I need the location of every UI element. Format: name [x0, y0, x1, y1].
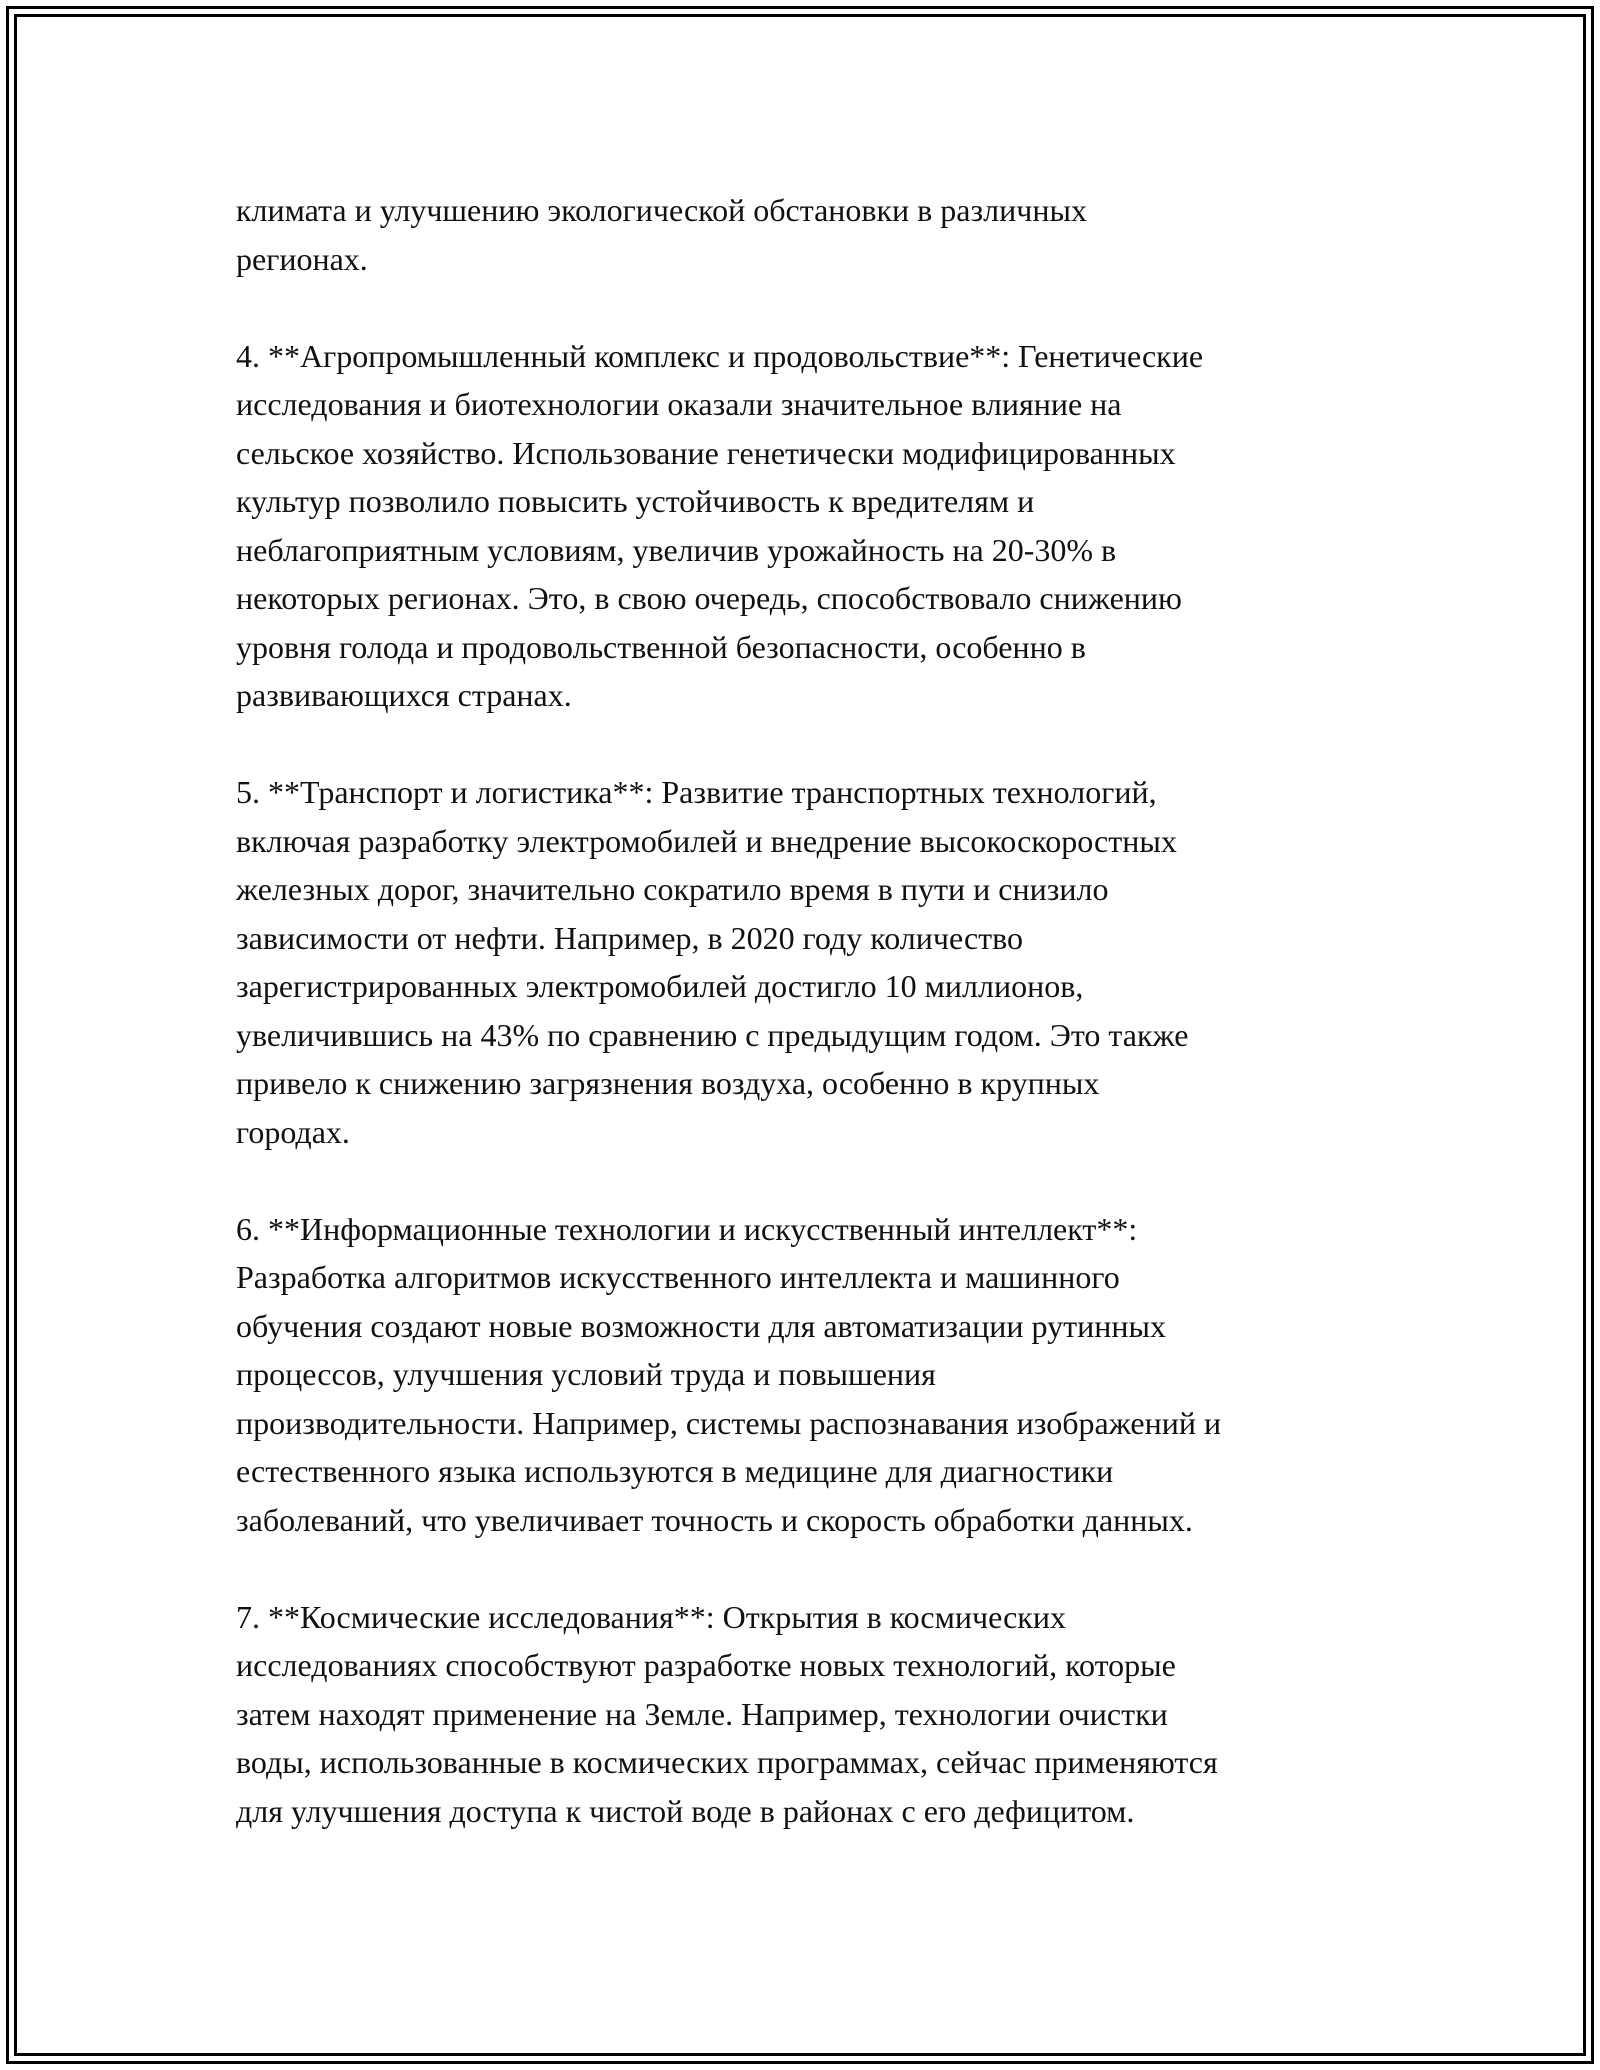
text-line: включая разработку электромобилей и внедрение высокоскоростных [236, 822, 1177, 859]
text-line: 7. **Космические исследования**: Открытия в космических [236, 1598, 1066, 1635]
text-line: обучения создают новые возможности для автоматизации рутинных [236, 1307, 1166, 1344]
text-line: производительности. Например, системы распознавания изображений и [236, 1404, 1222, 1441]
text-line: 4. **Агропромышленный комплекс и продовольствие**: Генетические [236, 337, 1204, 374]
text-line: неблагоприятным условиям, увеличив урожайность на 20-30% в [236, 531, 1117, 568]
text-line: естественного языка используются в медицине для диагностики [236, 1453, 1114, 1489]
text-line: воды, использованные в космических программах, сейчас применяются [236, 1744, 1218, 1780]
paragraph-continuation [236, 186, 1376, 283]
paragraph-item-5 [236, 768, 1376, 1156]
document-body [236, 186, 1376, 1835]
text-line: исследования и биотехнологии оказали значительное влияние на [236, 386, 1122, 422]
text-line: заболеваний, что увеличивает точность и скорость обработки данных. [236, 1501, 1193, 1538]
text-line: 6. **Информационные технологии и искусственный интеллект**: [236, 1210, 1138, 1247]
text-line: уровня голода и продовольственной безопасности, особенно в [236, 628, 1086, 665]
text-line: для улучшения доступа к чистой воде в районах с его дефицитом. [236, 1792, 1135, 1829]
text-line: железных дорог, значительно сократило время в пути и снизило [236, 871, 1109, 907]
paragraph-item-4 [236, 332, 1376, 720]
paragraph-item-6 [236, 1205, 1376, 1545]
text-line: городах. [236, 1113, 350, 1150]
text-line: зарегистрированных электромобилей достигло 10 миллионов, [236, 968, 1084, 1004]
text-line: привело к снижению загрязнения воздуха, особенно в крупных [236, 1065, 1100, 1101]
text-line: процессов, улучшения условий труда и повышения [236, 1356, 936, 1392]
text-line: культур позволило повысить устойчивость к вредителям и [236, 483, 1035, 519]
text-line: исследованиях способствуют разработке новых технологий, которые [236, 1647, 1176, 1683]
text-line: регионах. [236, 240, 368, 277]
text-line: увеличившись на 43% по сравнению с предыдущим годом. Это также [236, 1016, 1189, 1053]
text-line: затем находят применение на Земле. Например, технологии очистки [236, 1695, 1168, 1732]
text-line: развивающихся странах. [236, 677, 572, 713]
text-line: некоторых регионах. Это, в свою очередь, способствовало снижению [236, 580, 1182, 616]
text-line: сельское хозяйство. Использование генетически модифицированных [236, 434, 1176, 471]
text-line: климата и улучшению экологической обстановки в различных [236, 192, 1087, 228]
text-line: Разработка алгоритмов искусственного интеллекта и машинного [236, 1259, 1120, 1295]
text-line: 5. **Транспорт и логистика**: Развитие транспортных технологий, [236, 774, 1157, 810]
paragraph-item-7 [236, 1593, 1376, 1836]
text-line: зависимости от нефти. Например, в 2020 году количество [236, 919, 1024, 956]
